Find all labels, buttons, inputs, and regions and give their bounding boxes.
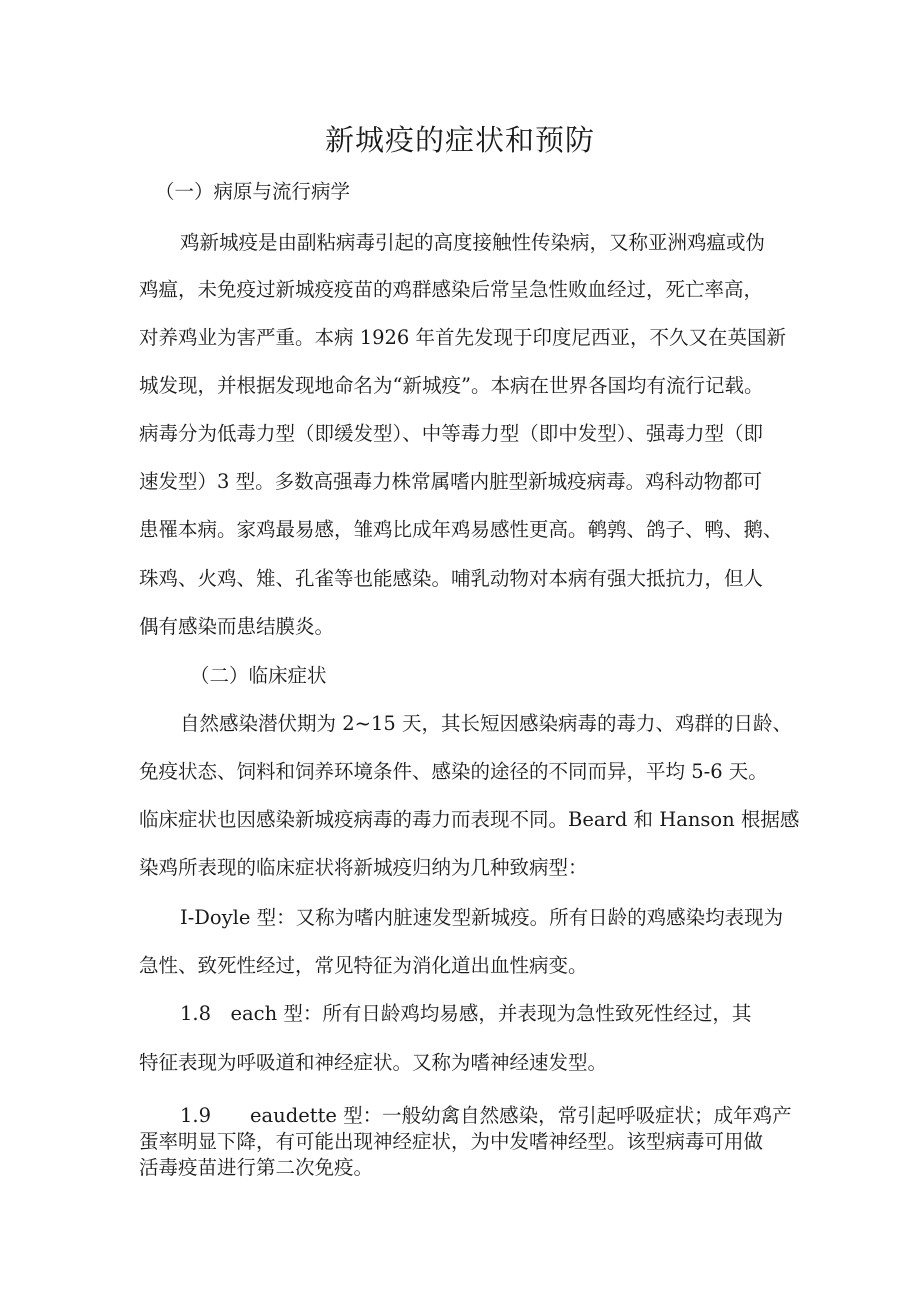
paragraph-line: 鸡瘟，未免疫过新城疫疫苗的鸡群感染后常呈急性败血经过，死亡率高， — [139, 278, 764, 301]
paragraph-line: 城发现，并根据发现地命名为“新城疫”。本病在世界各国均有流行记载。 — [139, 374, 764, 397]
paragraph-line: 免疫状态、饲料和饲养环境条件、感染的途径的不同而异，平均 5-6 天。 — [139, 760, 768, 783]
paragraph-line: 蛋率明显下降，有可能出现神经症状，为中发嗜神经型。该型病毒可用做 — [139, 1130, 764, 1153]
document-title: 新城疫的症状和预防 — [324, 123, 595, 157]
paragraph-line: 1.9 eaudette 型：一般幼禽自然感染，常引起呼吸症状；成年鸡产 — [180, 1104, 792, 1127]
paragraph-line: 珠鸡、火鸡、雉、孔雀等也能感染。哺乳动物对本病有强大抵抗力，但人 — [139, 567, 764, 590]
paragraph-line: 病毒分为低毒力型（即缓发型）、中等毒力型（即中发型）、强毒力型（即 — [139, 422, 764, 445]
section-heading-clinical: （二）临床症状 — [190, 664, 327, 687]
paragraph-line: 活毒疫苗进行第二次免疫。 — [139, 1156, 374, 1179]
paragraph-line: 1.8 each 型：所有日龄鸡均易感，并表现为急性致死性经过，其 — [180, 1002, 752, 1025]
paragraph-line: 急性、致死性经过，常见特征为消化道出血性病变。 — [139, 954, 588, 977]
paragraph-line: 鸡新城疫是由副粘病毒引起的高度接触性传染病，又称亚洲鸡瘟或伪 — [180, 231, 766, 254]
paragraph-line: 染鸡所表现的临床症状将新城疫归纳为几种致病型： — [139, 856, 588, 879]
paragraph-line: 临床症状也因感染新城疫病毒的毒力而表现不同。Beard 和 Hanson 根据感 — [139, 808, 800, 831]
paragraph-line: 自然感染潜伏期为 2~15 天，其长短因感染病毒的毒力、鸡群的日龄、 — [180, 712, 792, 735]
paragraph-line: I-Doyle 型：又称为嗜内脏速发型新城疫。所有日龄的鸡感染均表现为 — [180, 906, 784, 929]
section-heading-etiology: （一）病原与流行病学 — [155, 180, 351, 203]
paragraph-line: 患罹本病。家鸡最易感，雏鸡比成年鸡易感性更高。鹌鹑、鸽子、鸭、鹅、 — [139, 518, 783, 541]
paragraph-line: 对养鸡业为害严重。本病 1926 年首先发现于印度尼西亚，不久又在英国新 — [139, 326, 787, 349]
paragraph-line: 速发型）3 型。多数高强毒力株常属嗜内脏型新城疫病毒。鸡科动物都可 — [139, 470, 763, 493]
paragraph-line: 特征表现为呼吸道和神经症状。又称为嗜神经速发型。 — [139, 1051, 608, 1074]
paragraph-line: 偶有感染而患结膜炎。 — [139, 615, 335, 638]
